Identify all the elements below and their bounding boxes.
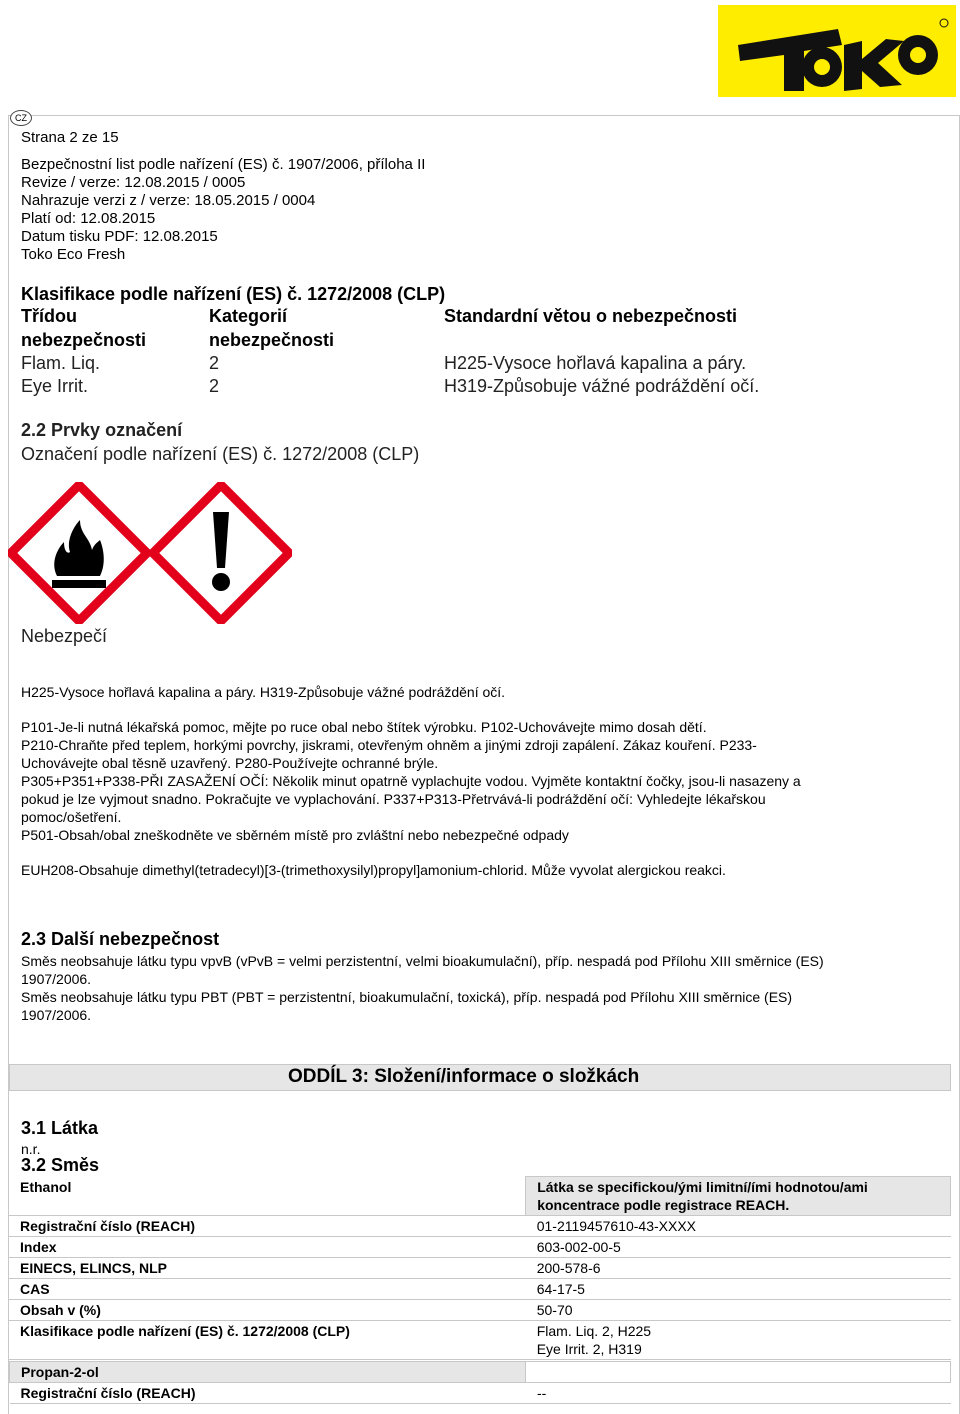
other-hazards-heading: 2.3 Další nebezpečnost: [21, 929, 220, 949]
cas-label: CAS: [9, 1279, 526, 1300]
table-row: [10, 1362, 951, 1383]
col-category-header-2: nebezpečnosti: [209, 330, 335, 350]
section-3-bar: [9, 1064, 951, 1091]
clp-label: Klasifikace podle nařízení (ES) č. 1272/2008 (CLP): [9, 1321, 526, 1360]
precautionary-line-3: Uchovávejte obal těsně uzavřený. P280-Používejte ochranné brýle.: [21, 755, 439, 771]
toko-logo: [718, 5, 956, 97]
table-row: [9, 1300, 951, 1321]
page-number: Strana 2 ze 15: [21, 129, 119, 146]
section-3-title: ODDÍL 3: Složení/informace o složkách: [288, 1066, 640, 1087]
precautionary-line-5: pokud je lze vyjmout snadno. Pokračujte ve vyplachování. P337+P313-Přetrvává-li podráždění očí: Vyhledejte lékařskou: [21, 791, 766, 807]
propanol-table: [9, 1361, 951, 1404]
col-category-header-1: Kategorií: [209, 306, 288, 326]
col-statement-header: Standardní větou o nebezpečnosti: [444, 306, 738, 326]
table-row: [9, 1258, 951, 1279]
precautionary-line-2: P210-Chraňte před teplem, horkými povrchy, jiskrami, otevřeným ohněm a jinými zdroji zapálení. Zákaz kouření. P233-: [21, 737, 757, 753]
revision-line: Revize / verze: 12.08.2015 / 0005: [21, 174, 246, 191]
table-row: [9, 1321, 951, 1360]
content-label: Obsah v (%): [9, 1300, 526, 1321]
reach-label: Registrační číslo (REACH): [9, 1216, 526, 1237]
valid-from-line: Platí od: 12.08.2015: [21, 210, 156, 227]
pdf-date-line: Datum tisku PDF: 12.08.2015: [21, 228, 218, 245]
classification-title: Klasifikace podle nařízení (ES) č. 1272/2008 (CLP): [21, 284, 446, 304]
table-row: [10, 1383, 951, 1404]
class-row-1-statement: H225-Vysoce hořlavá kapalina a páry.: [444, 353, 747, 373]
other-hazards-line-1: Směs neobsahuje látku typu vpvB (vPvB = velmi perzistentní, velmi bioakumulační), příp. nespadá pod Přílohu XIII směrnice (ES): [21, 953, 824, 969]
ethanol-table: [9, 1176, 951, 1360]
propanol-reach-value: --: [526, 1383, 951, 1404]
clp-value-line-1: Flam. Liq. 2, H225: [536, 1323, 652, 1339]
class-row-2-statement: H319-Způsobuje vážné podráždění očí.: [444, 376, 760, 396]
regulation-line: Bezpečnostní list podle nařízení (ES) č. 1907/2006, příloha II: [21, 156, 426, 173]
replaces-line: Nahrazuje verzi z / verze: 18.05.2015 / 0004: [21, 192, 316, 209]
precautionary-line-4: P305+P351+P338-PŘI ZASAŽENÍ OČÍ: Několik minut opatrně vyplachujte vodou. Vyjměte kontaktní čočky, jsou-li nasazeny a: [21, 773, 801, 789]
propanol-reach-label: Registrační číslo (REACH): [10, 1383, 526, 1404]
col-class-header-1: Třídou: [21, 306, 77, 326]
index-value: 603-002-00-5: [526, 1237, 951, 1258]
mixture-heading: 3.2 Směs: [21, 1155, 100, 1175]
other-hazards-line-3: Směs neobsahuje látku typu PBT (PBT = perzistentní, bioakumulační, toxická), příp. nespadá pod Přílohu XIII směrnice (ES): [21, 989, 793, 1005]
flame-pictogram: [11, 485, 147, 621]
exclamation-pictogram: [153, 485, 289, 621]
table-row: [9, 1216, 951, 1237]
table-row: [9, 1177, 951, 1216]
ghs-pictograms: [8, 482, 292, 624]
class-row-1-category: 2: [209, 353, 220, 373]
class-row-1-class: Flam. Liq.: [21, 353, 101, 373]
propanol-name-spacer: [526, 1362, 951, 1383]
clp-value: [526, 1321, 951, 1360]
einecs-label: EINECS, ELINCS, NLP: [9, 1258, 526, 1279]
col-class-header-2: nebezpečnosti: [21, 330, 147, 350]
reach-value: 01-2119457610-43-XXXX: [526, 1216, 951, 1237]
labelling-subheading: Označení podle nařízení (ES) č. 1272/2008 (CLP): [21, 444, 420, 464]
labelling-heading: 2.2 Prvky označení: [21, 420, 183, 440]
other-hazards-line-4: 1907/2006.: [21, 1007, 92, 1023]
country-badge: CZ: [10, 110, 32, 126]
index-label: Index: [9, 1237, 526, 1258]
propanol-name: Propan-2-ol: [10, 1362, 526, 1383]
class-row-2-class: Eye Irrit.: [21, 376, 89, 396]
euh-statement: EUH208-Obsahuje dimethyl(tetradecyl)[3-(trimethoxysilyl)propyl]amonium-chlorid. Může vyvolat alergickou reakci.: [21, 862, 726, 878]
ethanol-limit-header: Látka se specifickou/ými limitní/ími hodnotou/ami koncentrace podle registrace REACH.: [526, 1177, 951, 1216]
other-hazards-line-2: 1907/2006.: [21, 971, 92, 987]
substance-heading: 3.1 Látka: [21, 1118, 99, 1138]
hazard-statements: H225-Vysoce hořlavá kapalina a páry. H319-Způsobuje vážné podráždění očí.: [21, 684, 506, 700]
cas-value: 64-17-5: [526, 1279, 951, 1300]
clp-value-line-2: Eye Irrit. 2, H319: [536, 1341, 642, 1357]
table-row: [9, 1237, 951, 1258]
class-row-2-category: 2: [209, 376, 220, 396]
substance-value: n.r.: [21, 1141, 41, 1157]
product-name: Toko Eco Fresh: [21, 246, 126, 263]
content-value: 50-70: [526, 1300, 951, 1321]
signal-word: Nebezpečí: [21, 626, 108, 646]
precautionary-line-7: P501-Obsah/obal zneškodněte ve sběrném místě pro zvláštní nebo nebezpečné odpady: [21, 827, 569, 843]
toko-logo-mark: [718, 5, 956, 97]
einecs-value: 200-578-6: [526, 1258, 951, 1279]
precautionary-line-1: P101-Je-li nutná lékařská pomoc, mějte po ruce obal nebo štítek výrobku. P102-Uchovávejte mimo dosah dětí.: [21, 719, 707, 735]
ethanol-name: Ethanol: [9, 1177, 526, 1216]
precautionary-line-6: pomoc/ošetření.: [21, 809, 122, 825]
table-row: [9, 1279, 951, 1300]
